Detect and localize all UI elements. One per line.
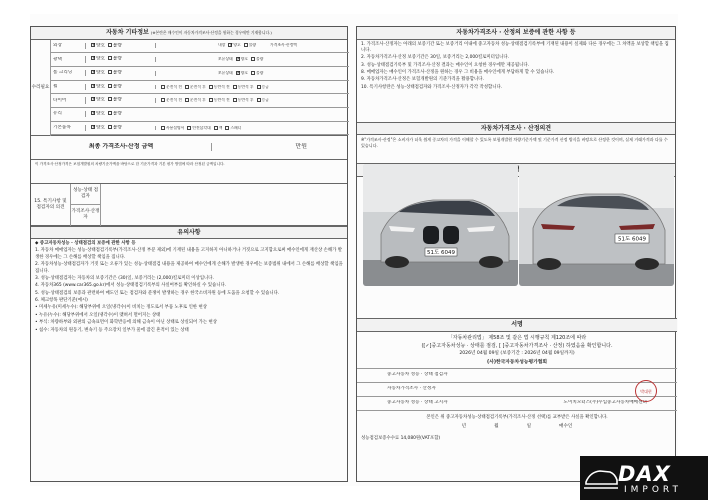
exterior-item-label: 타이어: [53, 97, 67, 103]
exterior-condition: ✓ 양호 불량: [85, 84, 155, 90]
exterior-item-label: 광택: [53, 56, 62, 62]
warranty-list: [357, 40, 675, 122]
checkbox[interactable]: [91, 84, 95, 88]
seller-name: 도이치모터스(주)수입중고자동차매매센터: [563, 400, 647, 406]
dax-import-logo: [580, 456, 708, 500]
exterior-condition: ✓ 양호 불량: [85, 43, 155, 49]
checkbox[interactable]: [108, 56, 112, 60]
checkbox[interactable]: [161, 85, 165, 89]
checkbox[interactable]: [185, 85, 189, 89]
wheel-position-cells: 운전석 전 운전석 후 동반석 전 동반석 후 응급: [155, 85, 349, 90]
notice-item: • 누유(누수): 해당부위에서 오일(냉각수)이 맺혀서 떨어지는 상태: [35, 312, 161, 318]
checkbox[interactable]: [187, 126, 191, 130]
checkbox[interactable]: [228, 43, 232, 47]
checkbox[interactable]: [91, 56, 95, 60]
date-field-label: 년: [461, 424, 467, 430]
final-price-row: 최종 가격조사·산정 금액 만원: [31, 136, 347, 160]
checkbox[interactable]: [185, 98, 189, 102]
checkbox[interactable]: [161, 98, 165, 102]
car-logo-icon: [584, 464, 618, 490]
logo-text-main: DAX: [618, 462, 671, 486]
checkbox[interactable]: [108, 97, 112, 101]
date-field-label: 매수인: [559, 424, 573, 430]
wheel-position-cells: 운전석 전 운전석 후 동반석 전 동반석 후 응급: [155, 98, 349, 103]
exterior-row: [51, 108, 349, 122]
inspector-opinion-label: 성능·상태 점검자: [71, 184, 101, 205]
exterior-row: [51, 67, 349, 81]
exterior-condition: ✓ 양호 불량: [85, 56, 155, 62]
warranty-item: 3. 성능·상태점검기록부 및 가격조사·산정 결과는 매수인이 요청한 경우에만 제공됩니다.: [361, 62, 529, 68]
checkbox[interactable]: [108, 43, 112, 47]
fee-line: 성능점검보증수수료 14,080원(VAT포함): [361, 435, 441, 441]
org-name: (사)한국자동차성능평가협회: [487, 359, 547, 365]
checkbox[interactable]: [233, 85, 237, 89]
checkbox[interactable]: [244, 43, 248, 47]
notice-item: 6. 체크항목 판단기준(예시): [35, 298, 88, 303]
signature-stamp: 박대현: [635, 380, 657, 402]
warranty-item: 1. 가격조사·산정자는 아래의 보증기간 또는 보증거리 이내에 중고자동차 성능·상태점검기록부에 기재된 내용이 실제와 다른 경우에는 그 차액을 보상할 책임을 집니다.: [361, 41, 669, 53]
notice-item: 1. 자동차 매매업자는 성능·상태점검기록부(가격조사·산정 부분 제외)에 기재된 내용을 고지하지 아니하거나 거짓으로 고지함으로써 매수인에게 재산상 손해가 발생한 경우에는 그 손해를 배상할 책임을 집니다.: [35, 248, 343, 260]
exterior-item-label: 룸 크리닝: [53, 70, 73, 76]
checkbox[interactable]: [108, 84, 112, 88]
checkbox[interactable]: [251, 71, 255, 75]
exterior-row: [51, 94, 349, 108]
front-photo: [363, 164, 518, 286]
rear-photo: [519, 164, 674, 286]
checkbox[interactable]: [91, 43, 95, 47]
appraiser-label: 자동차가격조사 · 산정자: [387, 386, 436, 392]
notice-item: 4. 자동차365 (www.car365.go.kr)에서 성능·상태점검기록부의 사실여부를 확인하실 수 있습니다.: [35, 283, 227, 289]
exterior-item-label: 유리: [53, 111, 62, 117]
other-info-header: 자동차 기타정보 (※본란은 매수인이 자동차가격조사·산정을 원하는 경우에만 기재합니다.): [31, 27, 347, 40]
rear-plate: 51도 6049: [617, 236, 647, 243]
notice-header: 유의사항: [31, 226, 347, 240]
opinion-header: 자동차가격조사 · 산정의견: [357, 122, 675, 136]
wheel-position-cells: 보유상태✓ 양호 불량: [155, 71, 349, 76]
exterior-condition: ✓ 양호 불량: [85, 111, 155, 117]
checkbox[interactable]: [257, 85, 261, 89]
checkbox[interactable]: [91, 70, 95, 74]
inspection-form-page: [30, 14, 678, 486]
exterior-item-label: 휠: [53, 84, 58, 90]
checkbox[interactable]: [236, 57, 240, 61]
checkbox[interactable]: [161, 126, 165, 130]
wheel-position-cells: 사용설명서 안전삼각대 잭 스패너: [155, 126, 349, 131]
checkbox[interactable]: [251, 57, 255, 61]
opinion-text: ※"가격조사·산정"은 소비자가 더욱 쉽게 중고차의 가격을 이해할 수 있도록 보험개발원 차량기준가액 및 기준가격 산정 방식을 바탕으로 산정한 것이며, 실제 거래가격과 다를 수 있습니다.: [361, 137, 668, 148]
notice-item: • 침수: 자동차의 원동기, 변속기 등 주요장치 일부가 물에 잠긴 흔적이 있는 상태: [35, 327, 189, 333]
exterior-condition: ✓ 양호 불량: [85, 125, 155, 131]
special-notes: 15. 특기사항 및 점검자의 의견 성능·상태 점검자 가격조사·산정자: [31, 184, 347, 226]
warranty-item: 8. 매매업자는 매수인이 가격조사·산정을 원하는 경우 그 비용을 매수인에게 부담하게 할 수 있습니다.: [361, 70, 555, 75]
warranty-item: 2. 자동차가격조사·산정 보증기간은 30일, 보증거리는 2,000킬로미터입니다.: [361, 55, 510, 61]
notice-item: • 부식: 차량하부와 외판의 금속표면이 화학반응에 의해 금속이 아닌 상태로 상실되어 가는 현상: [35, 320, 217, 326]
seller-label: 중고자동차 성능 · 상태 고지자: [387, 400, 448, 406]
exterior-item-label: 기본품목: [53, 125, 71, 131]
repair-needed-label: 수리필요: [31, 84, 50, 90]
warranty-item: 9. 자동차가격조사·산정은 보험개발원의 기준가격을 활용합니다.: [361, 77, 484, 83]
date-field-label: 일: [526, 424, 532, 430]
exterior-block: [31, 40, 347, 136]
checkbox[interactable]: [108, 111, 112, 115]
warranty-header: 자동차가격조사 · 산정의 보증에 관한 사항 등: [357, 27, 675, 40]
wheel-position-cells: 보유상태✓ 양호 불량: [155, 57, 349, 62]
checkbox[interactable]: [257, 98, 261, 102]
checkbox[interactable]: [108, 70, 112, 74]
wheel-position-cells: 내장✓ 양호 불량 가격조사·산정액: [155, 43, 349, 48]
checkbox[interactable]: [225, 126, 229, 130]
notice-item: 5. 성능·상태점검의 보증과 관련하여 매도인 또는 점검자와 분쟁이 발생하는 경우 한국소비자원 등에 도움을 요청할 수 있습니다.: [35, 290, 280, 296]
logo-text-sub: IMPORT: [624, 485, 683, 495]
warranty-item: 10. 특기사항란은 성능·상태점검자와 가격조사·산정자가 각각 작성합니다.: [361, 84, 503, 90]
exterior-condition: ✓ 양호 불량: [85, 70, 155, 76]
checkbox[interactable]: [214, 126, 218, 130]
checkbox[interactable]: [108, 125, 112, 129]
left-column: 자동차 기타정보 (※본란은 매수인이 자동차가격조사·산정을 원하는 경우에만 기재합니다.) 수리필요 외장 ✓ 양호 불량 내장✓ 양호 불량 가격조사·산정액 광택 ✓ 양호 불량 보유상태✓ 양호 불량 룸 크리닝 ✓ 양호 불량 보유상태✓ 양호 불량 휠 ✓ 양호 불량 운전석 전 운전석 후 동반석 전 동반석 후 응급 타이어 ✓ 양호 불량 운전석 전 운전석 후 동반석 전 동반석 후 응급 유리 ✓ 양호 불량 기본품목 ✓ 양호 불량 사용설명서 안전삼각대 잭 스패너 최종 가격조사·산정 금액 만원 이 가격조사·산정가격은 보험개발원의 차량기준가액을 바탕으로 한 기준가격과 기본 평가 방법에 따라 산정된 금액입니다. 15. 특기사항 및 점검자의 의견 성능·상태 점검자 가격조사·산정자 유의사항 ◆ 중고자동차성능 · 상태점검의 보증에 관한 사항 등 1. 자동차 매매업자는 성능·상태점검기록부(가격조사·산정 부분 제외)에 기재된 내용을 고지하지 아니하거나 거짓으로 고지함으로써 매수인에게 재산상 손해가 발생한 경우에는 그 손해를 배상할 책임을 집니다. 2. 자동차성능·상태점검자가 거짓 또는 오류가 있는 성능·상태점검 내용을 제공하여 매수인에게 손해가 발생한 경우에는 보증범위 내에서 그 손해를 배상할 책임을 집니다. 3. 성능·상태점검자는 자동차의 보증기간은 (30)일, 보증거리는 (2,000)킬로미터 이상입니다. 4. 자동차365 (www.car365.go.kr)에서 성능·상태점검기록부의 사실여부를 확인하실 수 있습니다. 5. 성능·상태점검의 보증과 관련하여 매도인 또는 점검자와 분쟁이 발생하는 경우 한국소비자원 등에 도움을 요청할 수 있습니다. 6. 체크항목 판단기준(예시) • 미세누유(미세누수): 해당부위에 오일(냉각수)이 비치는 정도로서 부품 노후로 인한 현상 • 누유(누수): 해당부위에서 오일(냉각수)이 맺혀서 떨어지는 상태 • 부식: 차량하부와 외판의 금속표면이 화학반응에 의해 금속이 아닌 상태로 상실되어 가는 현상 • 침수: 자동차의 원동기, 변속기 등 주요장치 일부가 물에 잠긴 흔적이 있는 상태: [30, 26, 348, 482]
date-field-label: 월: [494, 424, 499, 430]
notice-item: • 미세누유(미세누수): 해당부위에 오일(냉각수)이 비치는 정도로서 부품 노후로 인한 현상: [35, 305, 207, 311]
checkbox[interactable]: [209, 85, 213, 89]
checkbox[interactable]: [91, 125, 95, 129]
exterior-row: [51, 40, 349, 54]
notice-item: 3. 성능·상태점검자는 자동차의 보증기간은 (30)일, 보증거리는 (2,000)킬로미터 이상입니다.: [35, 275, 214, 281]
checkbox[interactable]: [91, 97, 95, 101]
exterior-row: [51, 81, 349, 95]
checkbox[interactable]: [236, 71, 240, 75]
checkbox[interactable]: [91, 111, 95, 115]
car-rear-image: [519, 164, 674, 286]
inspector-label: 중고자동차 성능 · 상태 점검자: [387, 372, 448, 378]
front-plate: 51도 6049: [426, 250, 456, 256]
exterior-item-label: 외장: [53, 42, 62, 48]
checkbox[interactable]: [209, 98, 213, 102]
car-front-image: [363, 164, 518, 286]
appraiser-opinion-label: 가격조사·산정자: [71, 205, 101, 226]
exterior-condition: ✓ 양호 불량: [85, 97, 155, 103]
exterior-row: [51, 122, 349, 136]
checkbox[interactable]: [233, 98, 237, 102]
notice-body: ◆ 중고자동차성능 · 상태점검의 보증에 관한 사항 등 1. 자동차 매매업자는 성능·상태점검기록부(가격조사·산정 부분 제외)에 기재된 내용을 고지하지 아니하거나 거짓으로 고지함으로써 매수인에게 재산상 손해가 발생한 경우에는 그 손해를 배상할 책임을 집니다. 2. 자동차성능·상태점검자가 거짓 또는 오류가 있는 성능·상태점검 내용을 제공하여 매수인에게 손해가 발생한 경우에는 보증범위 내에서 그 손해를 배상할 책임을 집니다. 3. 성능·상태점검자는 자동차의 보증기간은 (30)일, 보증거리는 (2,000)킬로미터 이상입니다. 4. 자동차365 (www.car365.go.kr)에서 성능·상태점검기록부의 사실여부를 확인하실 수 있습니다. 5. 성능·상태점검의 보증과 관련하여 매도인 또는 점검자와 분쟁이 발생하는 경우 한국소비자원 등에 도움을 요청할 수 있습니다. 6. 체크항목 판단기준(예시) • 미세누유(미세누수): 해당부위에 오일(냉각수)이 비치는 정도로서 부품 노후로 인한 현상 • 누유(누수): 해당부위에서 오일(냉각수)이 맺혀서 떨어지는 상태 • 부식: 차량하부와 외판의 금속표면이 화학반응에 의해 금속이 아닌 상태로 상실되어 가는 현상 • 침수: 자동차의 원동기, 변속기 등 주요장치 일부가 물에 잠긴 흔적이 있는 상태: [35, 241, 343, 333]
signature-section: 서명 「자동차관리법」 제58조 및 같은 법 시행규칙 제120조에 따라 ([✓]중고자동차성능 · 상태를 점검, [ ]중고자동차가격조사 · 산정) 하였음을 확인합니다. 2026년 04월 09일 (보증기간 : 2026년 04월 09일까지) (사)한국자동차성능평가협회 중고자동차 성능 · 상태 점검자 자동차가격조사 · 산정자 중고자동차 성능 · 상태 고지자 도이치모터스(주)수입중고자동차매매센터 박대현 본인은 위 중고자동차성능·상태점검기록부(가격조사·산정 선택)를 교부받은 사실을 확인합니다. 년 월 일 매수인 성능점검보증수수료 14,080원(VAT포함): [357, 318, 677, 441]
right-column: [356, 26, 676, 482]
notice-item: 2. 자동차성능·상태점검자가 거짓 또는 오류가 있는 성능·상태점검 내용을 제공하여 매수인에게 손해가 발생한 경우에는 보증범위 내에서 그 손해를 배상할 책임을 집니다.: [35, 262, 343, 274]
exterior-row: [51, 53, 349, 67]
